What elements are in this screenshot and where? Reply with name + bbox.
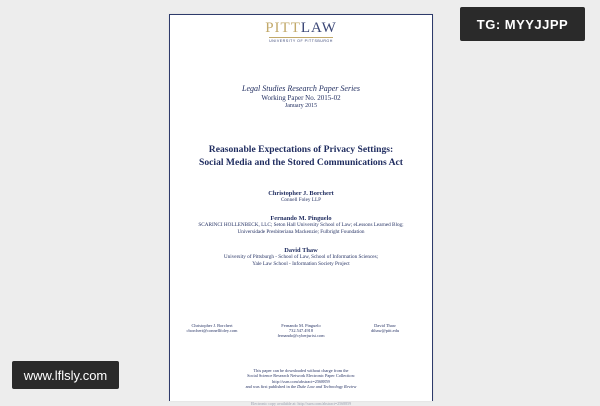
ssrn-link[interactable]: http://ssrn.com/abstract=2568859 xyxy=(272,378,330,384)
author-name: Christopher J. Borchert xyxy=(268,190,334,197)
author-block xyxy=(170,190,432,204)
notice-line: This paper can be downloaded without charge from the xyxy=(253,368,349,373)
site-watermark: www.lflsly.com xyxy=(12,361,119,389)
contact-email: dthaw@pitt.edu xyxy=(370,328,400,334)
electronic-copy-note: Electronic copy available at: http://ssrn.com/abstract=2568859 xyxy=(250,401,352,406)
paper-title xyxy=(170,143,432,169)
title-line-2: Social Media and the Stored Communications Act xyxy=(199,157,403,168)
publication-line xyxy=(170,384,432,389)
series-name: Legal Studies Research Paper Series xyxy=(242,84,360,93)
author-affiliation: Universidade Presbiteriana Mackenzie; Fulbright Foundation xyxy=(237,229,365,235)
notice-line: Social Science Research Network Electronic Paper Collection: xyxy=(247,373,355,379)
author-affiliation: SCARINCI HOLLENBECK, LLC; Seton Hall University School of Law; eLessons Learned Blog; xyxy=(198,222,404,228)
journal-name: Duke Law and Technology Review xyxy=(297,384,357,390)
contact-phone: 732.547.4918 xyxy=(288,328,314,334)
contact-name: Fernando M. Pinguelo xyxy=(281,323,321,328)
logo-law-text: LAW xyxy=(300,20,337,36)
author-name: David Thaw xyxy=(284,247,318,254)
logo-university-text: UNIVERSITY OF PITTSBURGH xyxy=(269,39,333,43)
contact-name: David Thaw xyxy=(374,323,396,328)
contact-email: cborchert@connellfoley.com xyxy=(186,328,238,334)
publication-prefix: and was first published in the xyxy=(245,384,298,390)
author-name: Fernando M. Pinguelo xyxy=(270,215,332,222)
paper-series xyxy=(170,85,432,111)
author-block xyxy=(170,215,432,236)
contact-name: Christopher J. Borchert xyxy=(191,323,233,328)
download-notice xyxy=(170,368,432,390)
contact-block xyxy=(345,323,425,333)
contact-block xyxy=(172,323,252,333)
logo-rule xyxy=(269,37,333,38)
tg-badge: TG: MYYJJPP xyxy=(460,7,585,41)
contact-block xyxy=(261,323,341,339)
working-paper-number: Working Paper No. 2015-02 xyxy=(261,93,341,102)
paper-date: January 2015 xyxy=(284,103,318,109)
document-page xyxy=(169,14,433,406)
pitt-law-logo xyxy=(170,20,432,43)
title-line-1: Reasonable Expectations of Privacy Settings: xyxy=(208,144,394,155)
author-affiliation: University of Pittsburgh - School of Law, School of Information Sciences; xyxy=(223,254,379,260)
author-block xyxy=(170,247,432,268)
logo-pitt-text: PITT xyxy=(265,20,301,36)
contact-email: fernando@cyberjurist.com xyxy=(277,333,325,339)
author-affiliation: Yale Law School - Information Society Project xyxy=(252,261,350,267)
author-affiliation: Connell Foley LLP xyxy=(280,197,322,203)
